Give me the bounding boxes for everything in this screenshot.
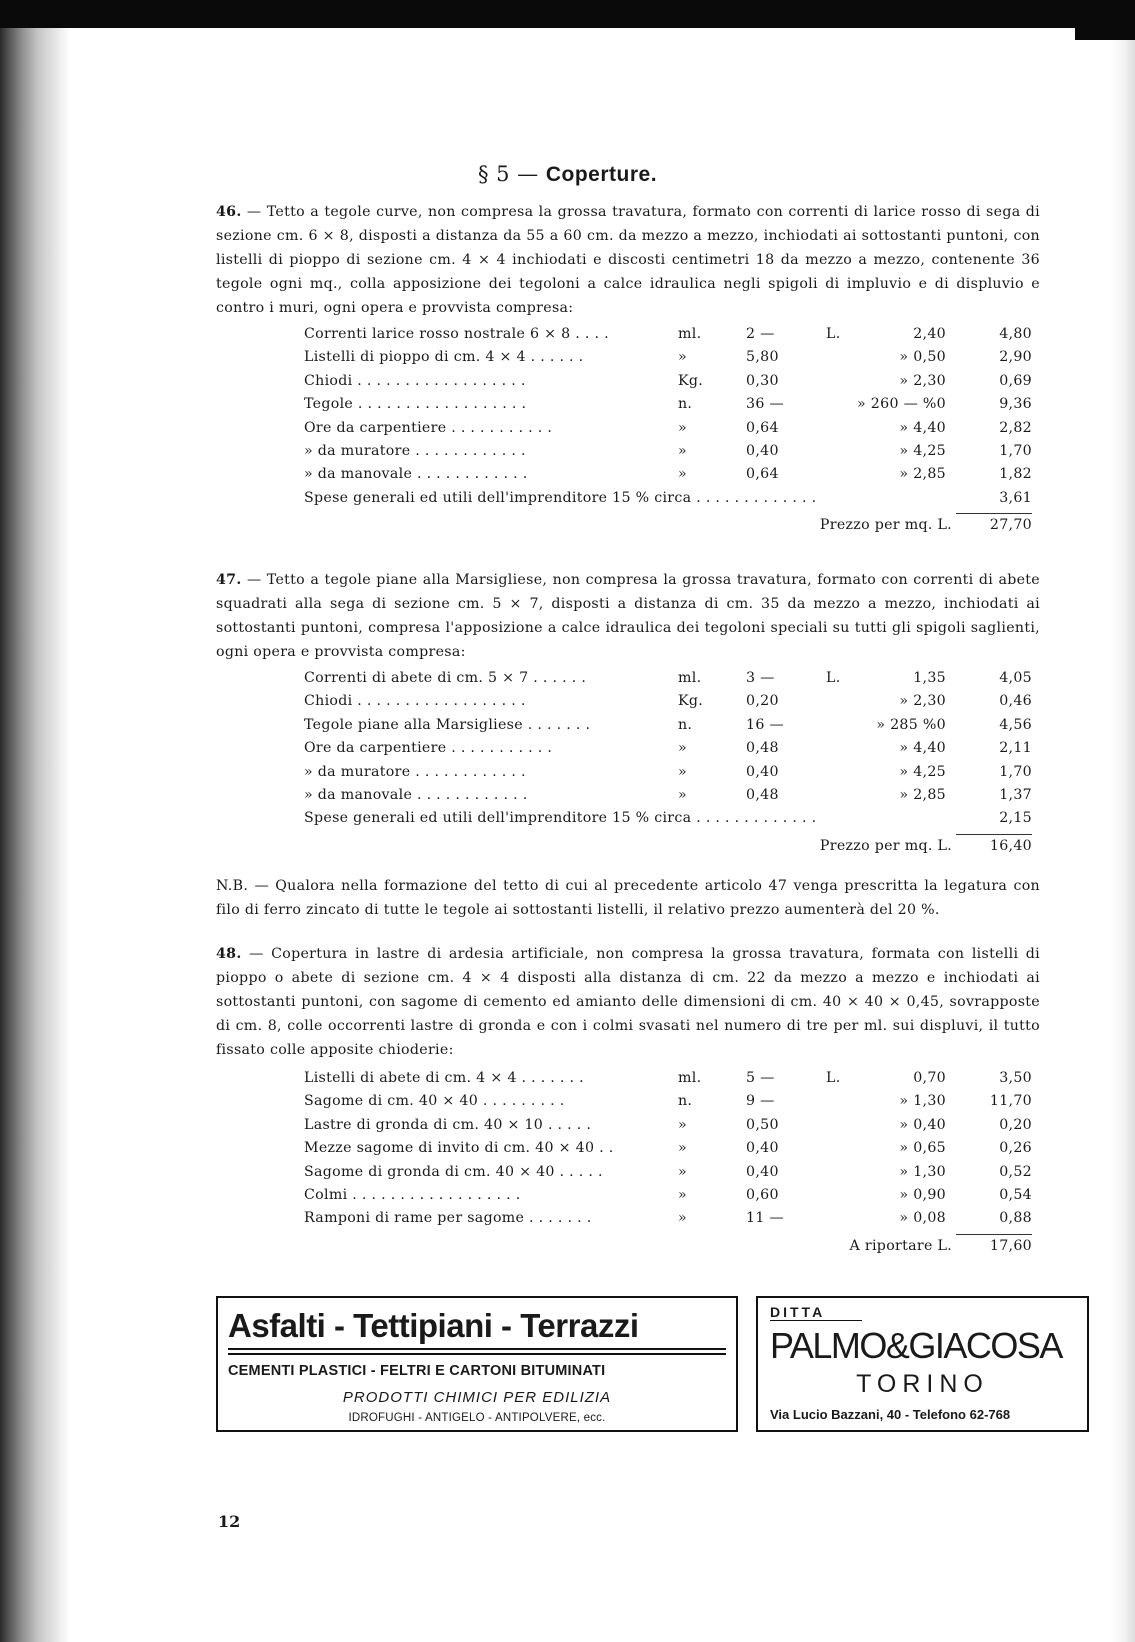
row-amount: 0,20 <box>999 1116 1032 1133</box>
item-number: 46. <box>216 204 242 220</box>
row-desc: Tegole . . . . . . . . . . . . . . . . . . <box>304 396 527 413</box>
table-row <box>216 1164 1040 1187</box>
row-qty: 16 — <box>746 716 784 733</box>
spese-row <box>216 810 1040 833</box>
table-row <box>216 326 1040 349</box>
row-price: » 0,40 <box>899 1116 946 1133</box>
row-price: 2,40 <box>913 326 946 342</box>
row-qty: 0,64 <box>746 466 779 483</box>
row-desc: Ramponi di rame per sagome . . . . . . . <box>304 1210 592 1227</box>
row-desc: » da muratore . . . . . . . . . . . . <box>304 442 526 459</box>
row-price: » 0,90 <box>899 1186 946 1203</box>
page-number: 12 <box>218 1512 241 1531</box>
row-price: » 4,40 <box>899 419 946 436</box>
row-unit: » <box>678 442 687 459</box>
row-unit: n. <box>678 1093 693 1110</box>
table-row <box>216 1210 1040 1233</box>
row-price: » 0,65 <box>899 1140 946 1157</box>
row-qty: 0,40 <box>746 1140 779 1157</box>
section-heading <box>0 162 1135 187</box>
row-qty: 0,60 <box>746 1186 779 1203</box>
row-currency: L. <box>826 326 841 342</box>
spese-amount: 2,15 <box>999 810 1032 827</box>
ad-firm-name: PALMO&GIACOSA <box>770 1325 1062 1366</box>
item-text: — Copertura in lastre di ardesia artificiale, non compresa la grossa travatura, formata con listelli di pioppo o abete di sezione cm. 4 × 4 disposti alla distanza di cm. 22 da mezzo a mezzo e inchiodati ai sottostanti puntoni, con sagome di cemento ed amianto delle dimensioni di cm. 40 × 40 × 0,45, sovrapposte di cm. 8, colle occorrenti lastre di gronda e con i colmi svasati nel numero di tre per ml. sui displuvi, il tutto fissato colle apposite chioderie: <box>216 946 1040 1058</box>
table-row <box>216 693 1040 716</box>
row-amount: 4,80 <box>999 326 1032 342</box>
row-desc: Sagome di cm. 40 × 40 . . . . . . . . . <box>304 1093 565 1110</box>
table-row <box>216 1140 1040 1163</box>
row-price: » 1,30 <box>899 1163 946 1180</box>
ad-city: TORINO <box>856 1370 989 1398</box>
table-row <box>216 443 1040 466</box>
row-amount: 2,11 <box>999 740 1032 757</box>
row-qty: 0,20 <box>746 693 779 710</box>
ad-ditta: DITTA <box>770 1304 862 1321</box>
row-amount: 0,46 <box>999 693 1032 710</box>
row-amount: 0,26 <box>999 1140 1032 1157</box>
row-currency: L. <box>826 1070 841 1086</box>
total-row <box>216 834 1040 864</box>
total-label: Prezzo per mq. L. <box>819 837 952 854</box>
table-row <box>216 396 1040 419</box>
row-desc: » da manovale . . . . . . . . . . . . <box>304 466 528 483</box>
row-unit: » <box>678 740 687 757</box>
row-unit: » <box>678 1210 687 1227</box>
table-row <box>216 717 1040 740</box>
row-desc: Listelli di pioppo di cm. 4 × 4 . . . . . . <box>304 349 584 366</box>
row-unit: » <box>678 349 687 366</box>
nota-bene: N.B. — Qualora nella formazione del tetto di cui al precedente articolo 47 venga prescritta la legatura con filo di ferro zincato di tutte le tegole ai sottostanti listelli, il relativo prezzo aumenterà del 20 %. <box>216 878 1040 918</box>
item-46-description <box>216 200 1040 320</box>
row-amount: 1,82 <box>999 466 1032 483</box>
total-label: A riportare L. <box>849 1237 952 1254</box>
row-unit: » <box>678 1140 687 1157</box>
row-price: » 2,85 <box>899 466 946 483</box>
row-amount: 4,05 <box>999 670 1032 686</box>
row-desc: Listelli di abete di cm. 4 × 4 . . . . . . . <box>304 1070 584 1086</box>
row-qty: 3 — <box>746 670 775 686</box>
row-unit: n. <box>678 716 693 733</box>
table-row <box>216 373 1040 396</box>
row-unit: ml. <box>678 670 702 686</box>
row-qty: 11 — <box>746 1210 784 1227</box>
ad-products: PRODOTTI CHIMICI PER EDILIZIA <box>342 1389 612 1406</box>
row-price: » 0,08 <box>899 1210 946 1227</box>
row-amount: 11,70 <box>989 1093 1032 1110</box>
item-48-cost-table <box>216 1070 1040 1264</box>
row-price: » 2,30 <box>899 693 946 710</box>
row-amount: 1,70 <box>999 763 1032 780</box>
table-row <box>216 1093 1040 1116</box>
row-desc: » da muratore . . . . . . . . . . . . <box>304 763 526 780</box>
row-unit: n. <box>678 396 693 413</box>
row-qty: 36 — <box>746 396 784 413</box>
row-unit: Kg. <box>678 372 704 389</box>
row-qty: 0,40 <box>746 1163 779 1180</box>
row-amount: 1,70 <box>999 442 1032 459</box>
row-desc: Chiodi . . . . . . . . . . . . . . . . . . <box>304 372 526 389</box>
table-row <box>216 787 1040 810</box>
row-qty: 0,48 <box>746 786 779 803</box>
row-amount: 0,88 <box>999 1210 1032 1227</box>
row-unit: » <box>678 1116 687 1133</box>
row-amount: 3,50 <box>999 1070 1032 1086</box>
row-amount: 1,37 <box>999 786 1032 803</box>
row-qty: 0,48 <box>746 740 779 757</box>
row-price: » 4,40 <box>899 740 946 757</box>
ad-product-list: IDROFUGHI - ANTIGELO - ANTIPOLVERE, ecc. <box>348 1412 606 1424</box>
row-unit: » <box>678 466 687 483</box>
total-rule <box>956 834 1032 835</box>
row-qty: 2 — <box>746 326 775 342</box>
item-number: 48. <box>216 946 242 962</box>
row-unit: » <box>678 763 687 780</box>
total-rule <box>956 1234 1032 1235</box>
row-unit: Kg. <box>678 693 704 710</box>
page-edge-shadow <box>1110 40 1135 1642</box>
spese-amount: 3,61 <box>999 489 1032 506</box>
row-price: 0,70 <box>913 1070 946 1086</box>
section-title: Coperture. <box>545 163 658 186</box>
section-number: § 5 — <box>477 162 539 186</box>
spese-text: Spese generali ed utili dell'imprenditore 15 % circa . . . . . . . . . . . . . <box>304 810 817 827</box>
row-desc: Correnti di abete di cm. 5 × 7 . . . . . . <box>304 670 587 686</box>
ad-address: Via Lucio Bazzani, 40 - Telefono 62-768 <box>770 1407 1011 1422</box>
row-qty: 0,40 <box>746 442 779 459</box>
table-row <box>216 349 1040 372</box>
spese-text: Spese generali ed utili dell'imprenditore 15 % circa . . . . . . . . . . . . . <box>304 489 817 506</box>
row-desc: » da manovale . . . . . . . . . . . . <box>304 786 528 803</box>
row-amount: 9,36 <box>999 396 1032 413</box>
table-row <box>216 740 1040 763</box>
row-qty: 0,30 <box>746 372 779 389</box>
total-amount: 16,40 <box>989 837 1032 854</box>
row-unit: ml. <box>678 1070 702 1086</box>
row-price: » 1,30 <box>899 1093 946 1110</box>
scan-top-border-notch <box>1075 28 1135 40</box>
row-price: 1,35 <box>913 670 946 686</box>
row-qty: 0,40 <box>746 763 779 780</box>
total-amount: 27,70 <box>989 517 1032 534</box>
row-desc: Chiodi . . . . . . . . . . . . . . . . . . <box>304 693 526 710</box>
row-price: » 2,85 <box>899 786 946 803</box>
row-unit: » <box>678 1163 687 1180</box>
row-price: » 0,50 <box>899 349 946 366</box>
row-qty: 9 — <box>746 1093 775 1110</box>
ad-double-rule <box>228 1348 726 1355</box>
scan-top-border <box>0 0 1135 28</box>
total-rule <box>956 513 1032 514</box>
row-unit: » <box>678 1186 687 1203</box>
advertisement-asfalti <box>216 1296 738 1432</box>
item-47-cost-table <box>216 670 1040 864</box>
table-row <box>216 764 1040 787</box>
row-qty: 0,50 <box>746 1116 779 1133</box>
table-row <box>216 1070 1040 1093</box>
item-text: — Tetto a tegole piane alla Marsigliese, non compresa la grossa travatura, formato con correnti di abete squadrati alla sega di sezione cm. 5 × 7, disposti a distanza di cm. 35 da mezzo a mezzo, inchiodati ai sottostanti puntoni, compresa l'apposizione a calce idraulica dei tegoloni speciali su tutti gli spigoli saglienti, ogni opera e provvista compresa: <box>216 572 1040 660</box>
row-amount: 4,56 <box>999 716 1032 733</box>
total-amount: 17,60 <box>989 1237 1032 1254</box>
table-row <box>216 670 1040 693</box>
row-desc: Colmi . . . . . . . . . . . . . . . . . . <box>304 1186 521 1203</box>
item-47-description <box>216 568 1040 664</box>
row-amount: 2,90 <box>999 349 1032 366</box>
row-price: » 260 — %0 <box>857 396 946 413</box>
row-price: » 2,30 <box>899 372 946 389</box>
table-row <box>216 466 1040 489</box>
total-row <box>216 1234 1040 1264</box>
row-desc: Lastre di gronda di cm. 40 × 10 . . . . . <box>304 1116 592 1133</box>
row-amount: 2,82 <box>999 419 1032 436</box>
spese-row <box>216 490 1040 513</box>
row-qty: 5,80 <box>746 349 779 366</box>
item-48-description <box>216 942 1040 1062</box>
row-unit: ml. <box>678 326 702 342</box>
row-desc: Tegole piane alla Marsigliese . . . . . . . <box>304 716 591 733</box>
row-amount: 0,52 <box>999 1163 1032 1180</box>
row-price: » 4,25 <box>899 763 946 780</box>
row-currency: L. <box>826 670 841 686</box>
row-unit: » <box>678 419 687 436</box>
item-number: 47. <box>216 572 242 588</box>
advertisement-palmo-giacosa <box>756 1296 1089 1432</box>
row-unit: » <box>678 786 687 803</box>
row-price: » 285 %0 <box>876 716 946 733</box>
ad-title: Asfalti - Tettipiani - Terrazzi <box>228 1307 639 1344</box>
row-price: » 4,25 <box>899 442 946 459</box>
total-row <box>216 513 1040 543</box>
item-text: — Tetto a tegole curve, non compresa la grossa travatura, formato con correnti di larice rosso di sega di sezione cm. 6 × 8, disposti a distanza da 55 a 60 cm. da mezzo a mezzo, inchiodati ai sottostanti puntoni, con listelli di pioppo di sezione cm. 4 × 4 inchiodati e discosti centimetri 18 da mezzo a mezzo, contenente 36 tegole ogni mq., colla apposizione dei tegoloni a calce idraulica negli spigoli di impluvio e di displuvio e contro i muri, ogni opera e provvista compresa: <box>216 204 1041 316</box>
row-amount: 0,54 <box>999 1186 1032 1203</box>
row-desc: Sagome di gronda di cm. 40 × 40 . . . . . <box>304 1163 603 1180</box>
book-spine-shadow <box>0 28 70 1642</box>
table-row <box>216 1187 1040 1210</box>
row-desc: Ore da carpentiere . . . . . . . . . . . <box>304 740 553 757</box>
row-desc: Correnti larice rosso nostrale 6 × 8 . . . . <box>304 326 609 342</box>
total-label: Prezzo per mq. L. <box>819 517 952 534</box>
ad-subtitle: CEMENTI PLASTICI - FELTRI E CARTONI BITUMINATI <box>228 1363 606 1379</box>
row-qty: 5 — <box>746 1070 775 1086</box>
item-46-cost-table <box>216 326 1040 543</box>
row-qty: 0,64 <box>746 419 779 436</box>
row-amount: 0,69 <box>999 372 1032 389</box>
row-desc: Mezze sagome di invito di cm. 40 × 40 . . <box>304 1140 614 1157</box>
table-row <box>216 420 1040 443</box>
row-desc: Ore da carpentiere . . . . . . . . . . . <box>304 419 553 436</box>
table-row <box>216 1117 1040 1140</box>
